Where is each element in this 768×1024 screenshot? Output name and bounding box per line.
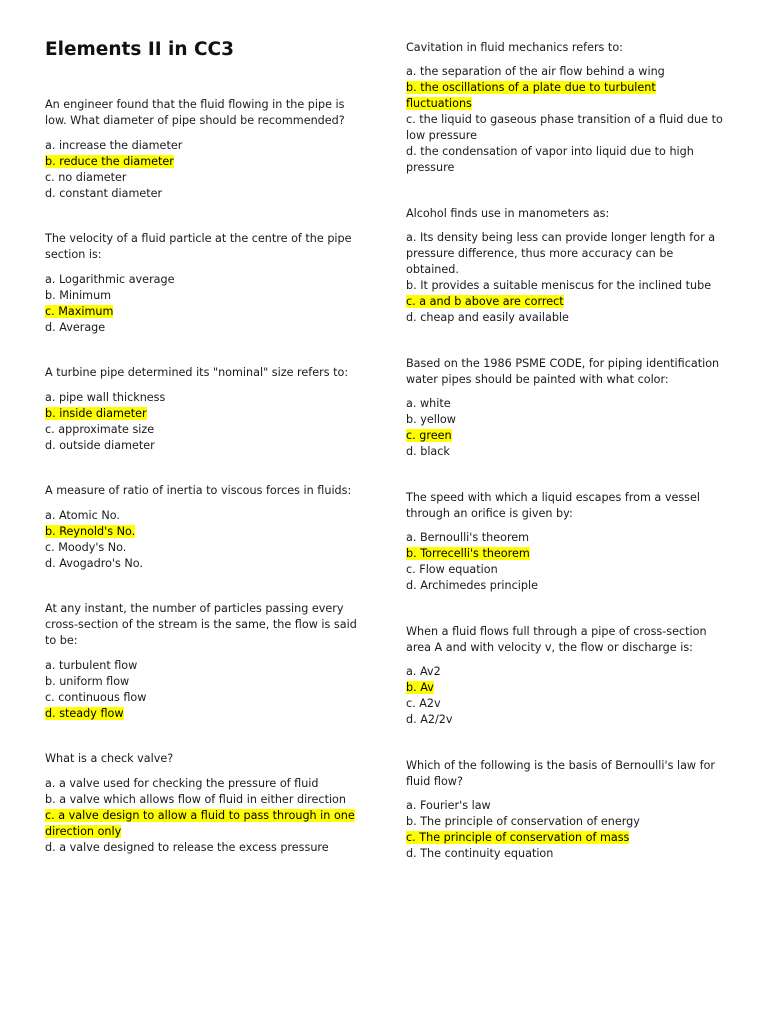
option: c. the liquid to gaseous phase transition of a fluid due to low pressure <box>406 113 723 142</box>
option: c. continuous flow <box>45 691 147 704</box>
options-list <box>406 64 724 176</box>
option: a. Bernoulli's theorem <box>406 531 530 544</box>
highlighted-option: b. Torrecelli's theorem <box>406 547 530 560</box>
question-text: Which of the following is the basis of Bernoulli's law for fluid flow? <box>406 759 716 788</box>
highlighted-option: d. steady flow <box>45 707 124 720</box>
question-block <box>45 601 363 722</box>
highlighted-option: c. a and b above are correct <box>406 295 564 308</box>
highlighted-option: c. The principle of conservation of mass <box>406 831 630 844</box>
highlighted-option: b. Reynold's No. <box>45 525 136 538</box>
page-title: Elements II in CC3 <box>45 39 235 60</box>
option: a. Av2 <box>406 665 441 678</box>
option: a. Atomic No. <box>45 509 120 522</box>
question-text: The speed with which a liquid escapes from a vessel through an orifice is given by: <box>406 491 700 520</box>
option: d. the condensation of vapor into liquid due to high pressure <box>406 145 694 174</box>
option: a. Logarithmic average <box>45 273 175 286</box>
option: d. A2/2v <box>406 713 453 726</box>
option: b. Minimum <box>45 289 112 302</box>
option: a. Its density being less can provide longer length for a pressure difference, thus more accuracy can be obtained. <box>406 231 716 276</box>
option: d. Archimedes principle <box>406 579 538 592</box>
question-block <box>406 40 724 176</box>
options-list <box>406 664 724 728</box>
options-list <box>45 272 363 336</box>
options-list <box>45 776 363 856</box>
options-list <box>406 230 724 326</box>
question-text: What is a check valve? <box>45 752 174 765</box>
question-text: At any instant, the number of particles passing every cross-section of the stream is the same, the flow is said to be: <box>45 602 357 647</box>
highlighted-option: b. Av <box>406 681 434 694</box>
highlighted-option: c. Maximum <box>45 305 114 318</box>
question-text: Cavitation in fluid mechanics refers to: <box>406 41 623 54</box>
option: d. cheap and easily available <box>406 311 569 324</box>
options-list <box>406 530 724 594</box>
option: d. Average <box>45 321 106 334</box>
options-list <box>406 396 724 460</box>
highlighted-option: c. green <box>406 429 452 442</box>
options-list <box>45 658 363 722</box>
question-block <box>45 365 363 454</box>
option: c. A2v <box>406 697 441 710</box>
option: a. white <box>406 397 451 410</box>
question-block <box>406 356 724 460</box>
option: b. The principle of conservation of energy <box>406 815 640 828</box>
option: d. outside diameter <box>45 439 155 452</box>
question-block <box>45 231 363 336</box>
option: d. constant diameter <box>45 187 163 200</box>
question-block <box>406 758 724 862</box>
question-text: A measure of ratio of inertia to viscous forces in fluids: <box>45 484 352 497</box>
option: a. pipe wall thickness <box>45 391 166 404</box>
question-text: The velocity of a fluid particle at the centre of the pipe section is: <box>45 232 352 261</box>
options-list <box>45 508 363 572</box>
question-block <box>45 751 363 856</box>
option: a. turbulent flow <box>45 659 138 672</box>
highlighted-option: b. inside diameter <box>45 407 147 420</box>
highlighted-option: c. a valve design to allow a fluid to pass through in one direction only <box>45 809 355 838</box>
question-block <box>406 206 724 326</box>
right-column <box>406 40 724 862</box>
option: d. Avogadro's No. <box>45 557 143 570</box>
question-block <box>45 483 363 572</box>
option: a. increase the diameter <box>45 139 183 152</box>
option: c. Flow equation <box>406 563 498 576</box>
option: a. the separation of the air flow behind a wing <box>406 65 665 78</box>
left-column <box>45 97 363 856</box>
highlighted-option: b. reduce the diameter <box>45 155 174 168</box>
question-block <box>45 97 363 202</box>
option: a. Fourier's law <box>406 799 491 812</box>
option: d. black <box>406 445 450 458</box>
question-block <box>406 624 724 728</box>
option: b. yellow <box>406 413 456 426</box>
option: b. uniform flow <box>45 675 130 688</box>
question-text: Alcohol finds use in manometers as: <box>406 207 610 220</box>
question-text: A turbine pipe determined its "nominal" size refers to: <box>45 366 349 379</box>
option: c. approximate size <box>45 423 155 436</box>
option: c. no diameter <box>45 171 127 184</box>
question-text: When a fluid flows full through a pipe of cross-section area A and with velocity v, the flow or discharge is: <box>406 625 707 654</box>
option: b. It provides a suitable meniscus for the inclined tube <box>406 279 712 292</box>
options-list <box>45 138 363 202</box>
option: a. a valve used for checking the pressure of fluid <box>45 777 319 790</box>
option: d. The continuity equation <box>406 847 554 860</box>
options-list <box>406 798 724 862</box>
question-text: An engineer found that the fluid flowing in the pipe is low. What diameter of pipe should be recommended? <box>45 98 345 127</box>
option: d. a valve designed to release the excess pressure <box>45 841 329 854</box>
option: c. Moody's No. <box>45 541 127 554</box>
highlighted-option: b. the oscillations of a plate due to turbulent fluctuations <box>406 81 656 110</box>
question-block <box>406 490 724 594</box>
option: b. a valve which allows flow of fluid in either direction <box>45 793 346 806</box>
question-text: Based on the 1986 PSME CODE, for piping identification water pipes should be painted with what color: <box>406 357 720 386</box>
options-list <box>45 390 363 454</box>
